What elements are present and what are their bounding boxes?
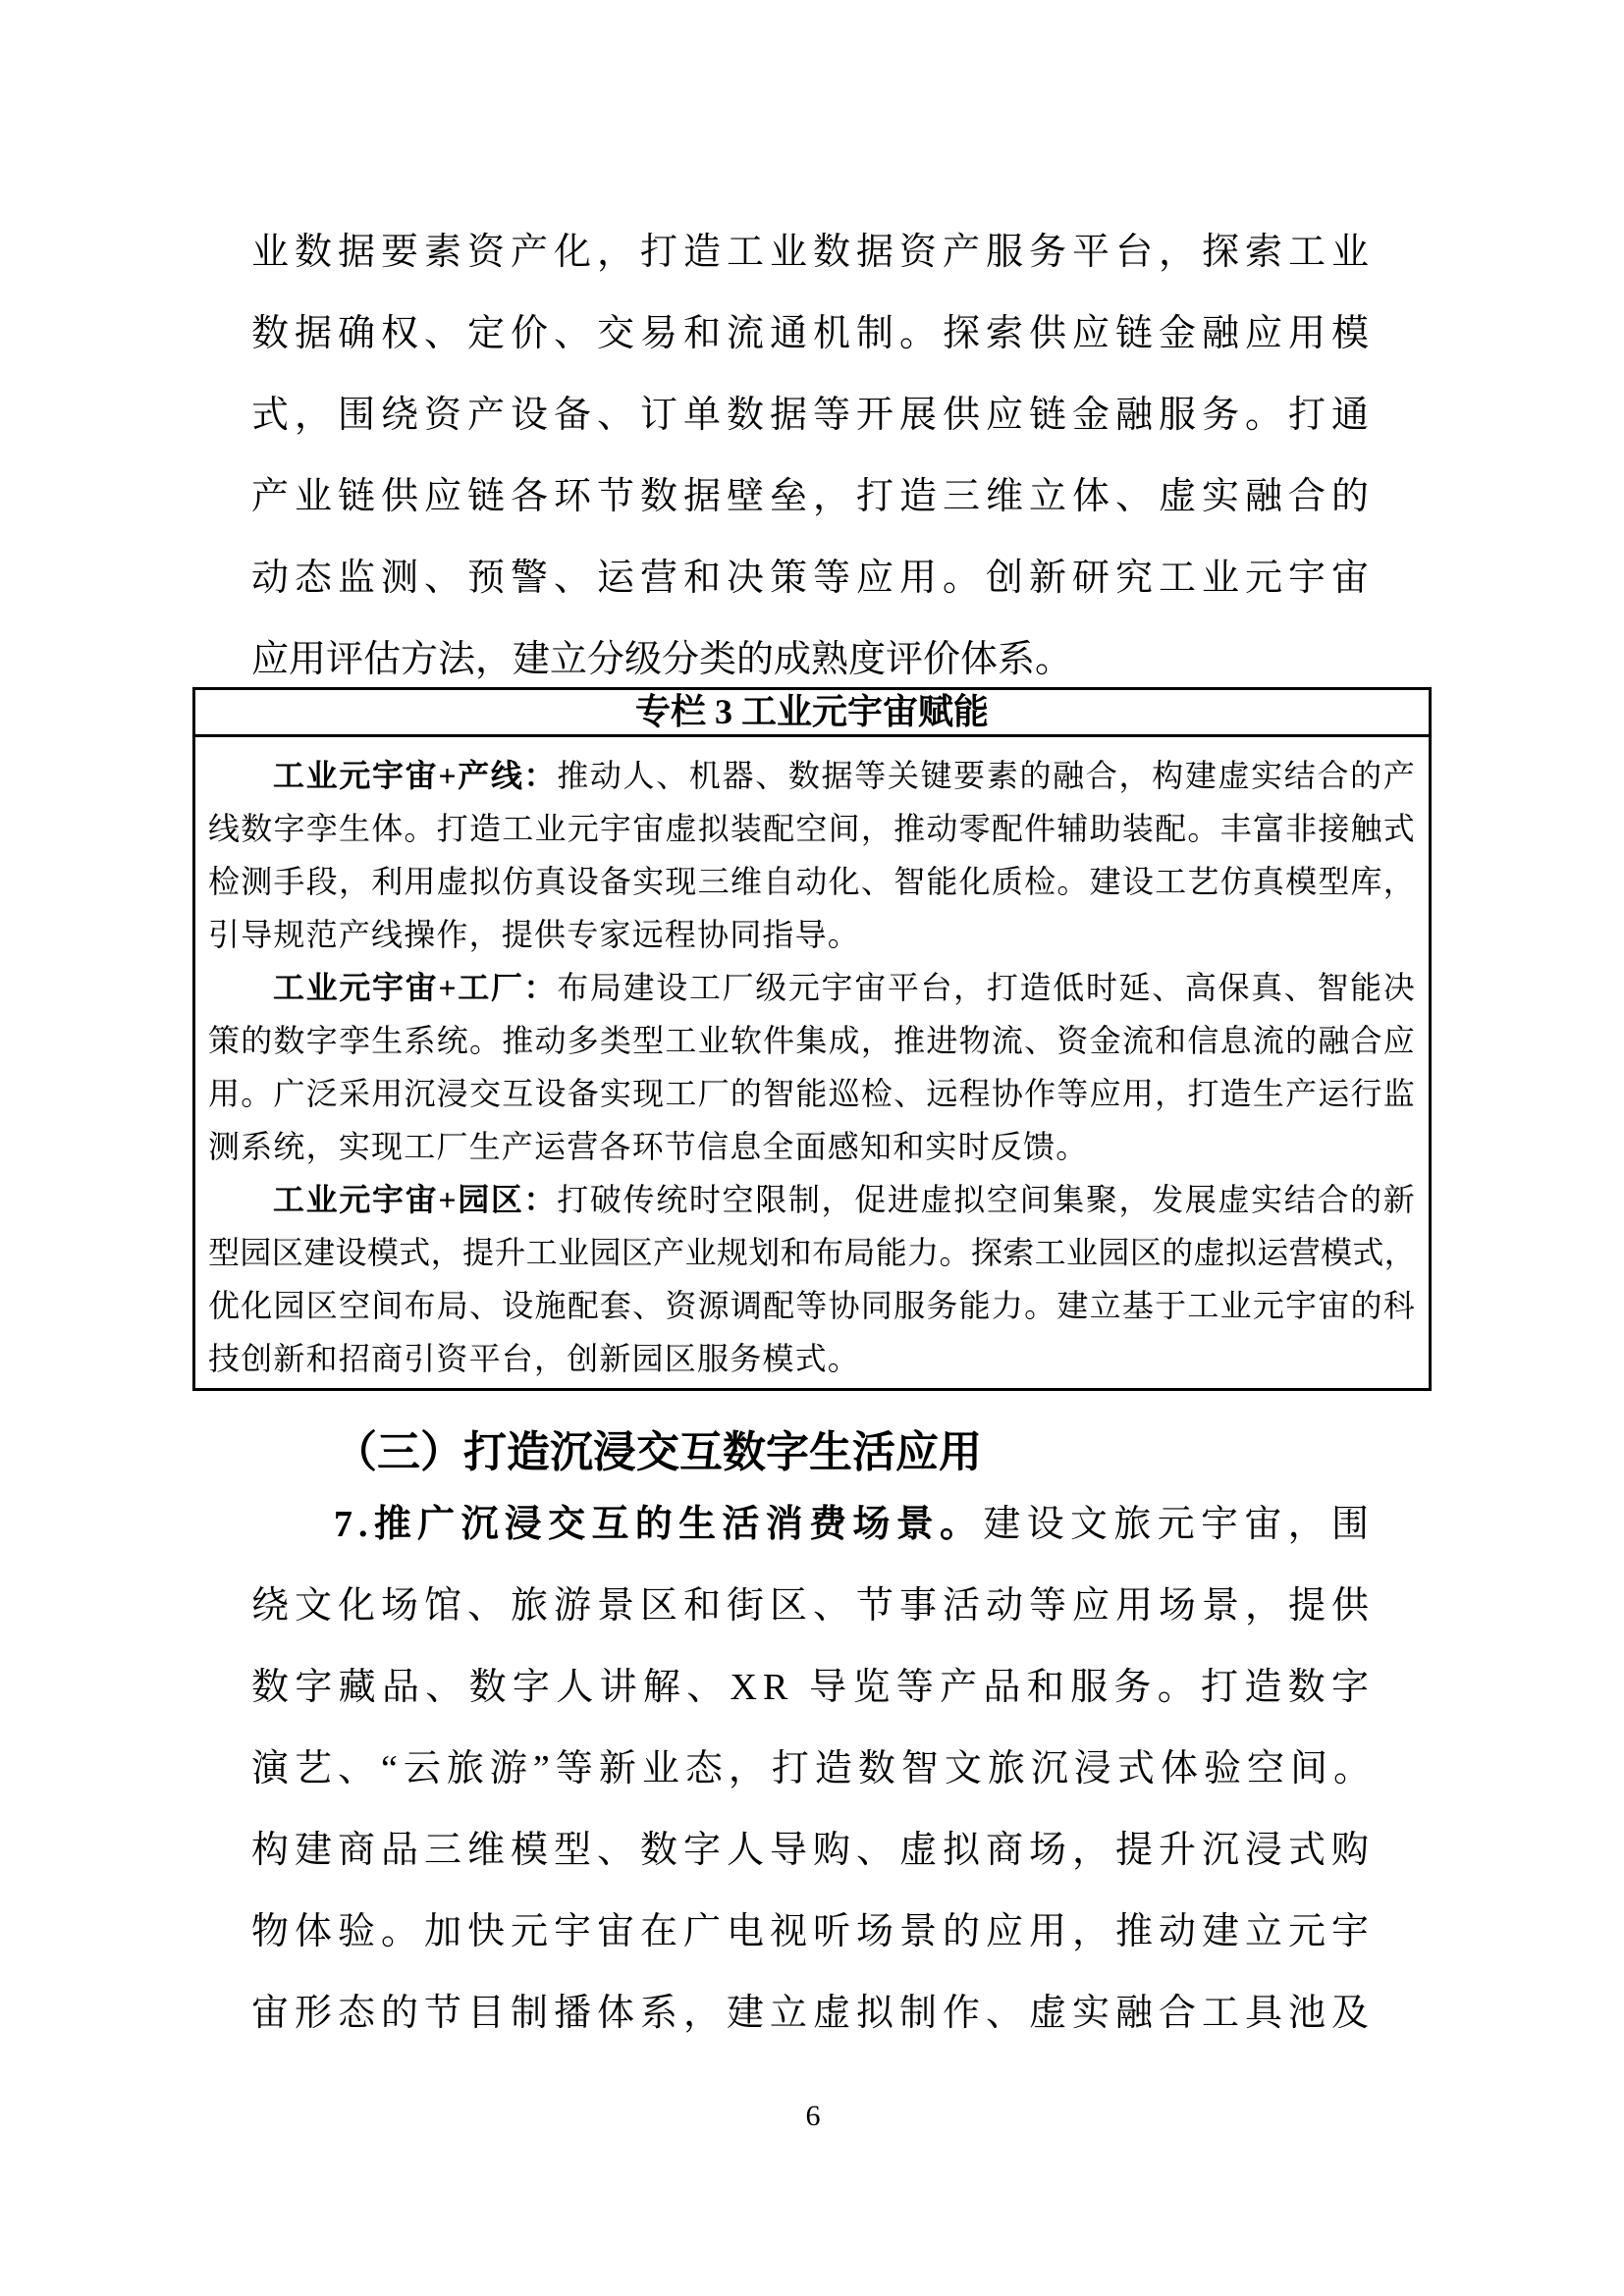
panel-line [208, 749, 1416, 802]
body-line: 数据确权、定价、交易和流通机制。探索供应链金融应用模 [251, 313, 1376, 354]
panel-paragraph-factory [208, 961, 1416, 1173]
panel-lead: 工业元宇宙+园区： [273, 1182, 558, 1217]
panel-line: 检测手段，利用虚拟仿真设备实现三维自动化、智能化质检。建设工艺仿真模型库， [208, 864, 1416, 899]
body-line: 绕文化场馆、旅游景区和街区、节事活动等应用场景，提供 [251, 1585, 1376, 1627]
body-line: 应用评估方法，建立分级分类的成熟度评价体系。 [251, 639, 1073, 680]
panel-line: 策的数字孪生系统。推动多类型工业软件集成，推进物流、资金流和信息流的融合应 [208, 1023, 1416, 1058]
panel-line-text: 布局建设工厂级元宇宙平台，打造低时延、高保真、智能决 [557, 970, 1417, 1005]
body-line: 演艺、“云旅游”等新业态，打造数智文旅沉浸式体验空间。 [251, 1748, 1375, 1789]
intro-paragraph [251, 212, 1375, 701]
panel-line [208, 961, 1416, 1014]
panel-body [195, 737, 1429, 1385]
panel-line: 用。广泛采用沉浸交互设备实现工厂的智能巡检、远程协作等应用，打造生产运行监 [208, 1076, 1416, 1111]
body-line [251, 1484, 1375, 1566]
panel-line: 技创新和招商引资平台，创新园区服务模式。 [208, 1341, 861, 1376]
para7-lead: 7.推广沉浸交互的生活消费场景。 [334, 1504, 984, 1545]
panel-lead: 工业元宇宙+工厂： [273, 970, 558, 1005]
page-number: 6 [805, 2100, 821, 2132]
panel-lead: 工业元宇宙+产线： [273, 758, 558, 793]
body-line: 产业链供应链各环节数据壁垒，打造三维立体、虚实融合的 [251, 476, 1376, 517]
panel-paragraph-production-line [208, 749, 1416, 961]
panel-paragraph-park [208, 1173, 1416, 1385]
panel-line [208, 1173, 1416, 1226]
body-line: 业数据要素资产化，打造工业数据资产服务平台，探索工业 [251, 232, 1376, 273]
feature-panel [192, 687, 1432, 1391]
body-line: 动态监测、预警、运营和决策等应用。创新研究工业元宇宙 [251, 558, 1376, 599]
panel-title: 专栏 3 工业元宇宙赋能 [195, 690, 1429, 737]
body-line: 数字藏品、数字人讲解、XR 导览等产品和服务。打造数字 [251, 1667, 1375, 1708]
body-line: 式，围绕资产设备、订单数据等开展供应链金融服务。打通 [251, 395, 1376, 436]
panel-line: 引导规范产线操作，提供专家远程协同指导。 [208, 917, 861, 952]
panel-line: 测系统，实现工厂生产运营各环节信息全面感知和实时反馈。 [208, 1129, 1089, 1164]
body-line: 物体验。加快元宇宙在广电视听场景的应用，推动建立元宇 [251, 1911, 1376, 1952]
panel-line-text: 打破传统时空限制，促进虚拟空间集聚，发展虚实结合的新 [557, 1182, 1417, 1217]
body-line: 宙形态的节目制播体系，建立虚拟制作、虚实融合工具池及 [251, 1993, 1376, 2034]
panel-line: 型园区建设模式，提升工业园区产业规划和布局能力。探索工业园区的虚拟运营模式， [208, 1235, 1416, 1270]
panel-line: 线数字孪生体。打造工业元宇宙虚拟装配空间，推动零配件辅助装配。丰富非接触式 [208, 811, 1416, 846]
panel-line-text: 推动人、机器、数据等关键要素的融合，构建虚实结合的产 [557, 758, 1417, 793]
body-line: 构建商品三维模型、数字人导购、虚拟商场，提升沉浸式购 [251, 1830, 1376, 1871]
paragraph-7 [251, 1484, 1375, 2055]
panel-line: 优化园区空间布局、设施配套、资源调配等协同服务能力。建立基于工业元宇宙的科 [208, 1288, 1416, 1323]
section-heading: （三）打造沉浸交互数字生活应用 [334, 1428, 982, 1476]
body-line-text: 建设文旅元宇宙，围 [983, 1504, 1375, 1545]
